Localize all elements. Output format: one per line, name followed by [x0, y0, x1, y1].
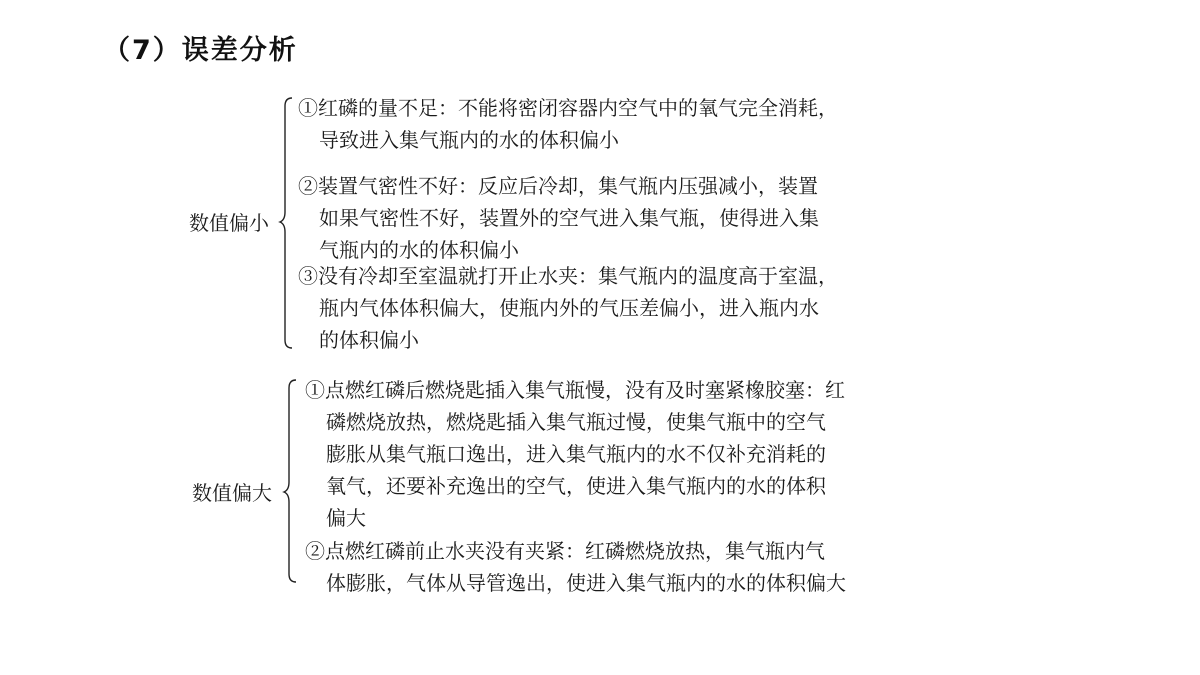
- large-item-1-line-1: ①点燃红磷后燃烧匙插入集气瓶慢，没有及时塞紧橡胶塞：红: [305, 378, 845, 402]
- small-item-2-line-1: ②装置气密性不好：反应后冷却，集气瓶内压强减小，装置: [298, 174, 818, 198]
- small-item-2-line-2: 如果气密性不好，装置外的空气进入集气瓶，使得进入集: [319, 206, 819, 230]
- large-item-2-line-1: ②点燃红磷前止水夹没有夹紧：红磷燃烧放热，集气瓶内气: [305, 539, 825, 563]
- small-item-1: [298, 92, 838, 156]
- small-item-3: [298, 260, 838, 356]
- large-item-1-line-2: 磷燃烧放热，燃烧匙插入集气瓶过慢，使集气瓶中的空气: [326, 410, 826, 434]
- group-label-small: 数值偏小: [189, 211, 269, 235]
- large-item-2-line-2: 体膨胀，气体从导管逸出，使进入集气瓶内的水的体积偏大: [326, 571, 846, 595]
- page-title: （7）误差分析: [103, 35, 298, 66]
- small-item-1-line-2: 导致进入集气瓶内的水的体积偏小: [319, 128, 619, 152]
- large-item-2: [305, 535, 846, 599]
- small-item-3-line-2: 瓶内气体体积偏大，使瓶内外的气压差偏小，进入瓶内水: [319, 296, 819, 320]
- brace-large: [283, 378, 299, 586]
- small-item-3-line-3: 的体积偏小: [319, 328, 419, 352]
- large-item-1-line-3: 膨胀从集气瓶口逸出，进入集气瓶内的水不仅补充消耗的: [326, 442, 826, 466]
- large-item-1-line-5: 偏大: [326, 506, 366, 530]
- group-label-large: 数值偏大: [192, 481, 272, 505]
- small-item-2-line-3: 气瓶内的水的体积偏小: [319, 238, 519, 262]
- small-item-1-line-1: ①红磷的量不足：不能将密闭容器内空气中的氧气完全消耗，: [298, 96, 838, 120]
- large-item-1-line-4: 氧气，还要补充逸出的空气，使进入集气瓶内的水的体积: [326, 474, 826, 498]
- brace-small: [279, 96, 295, 352]
- small-item-3-line-1: ③没有冷却至室温就打开止水夹：集气瓶内的温度高于室温，: [298, 264, 838, 288]
- small-item-2: [298, 170, 819, 266]
- large-item-1: [305, 374, 845, 534]
